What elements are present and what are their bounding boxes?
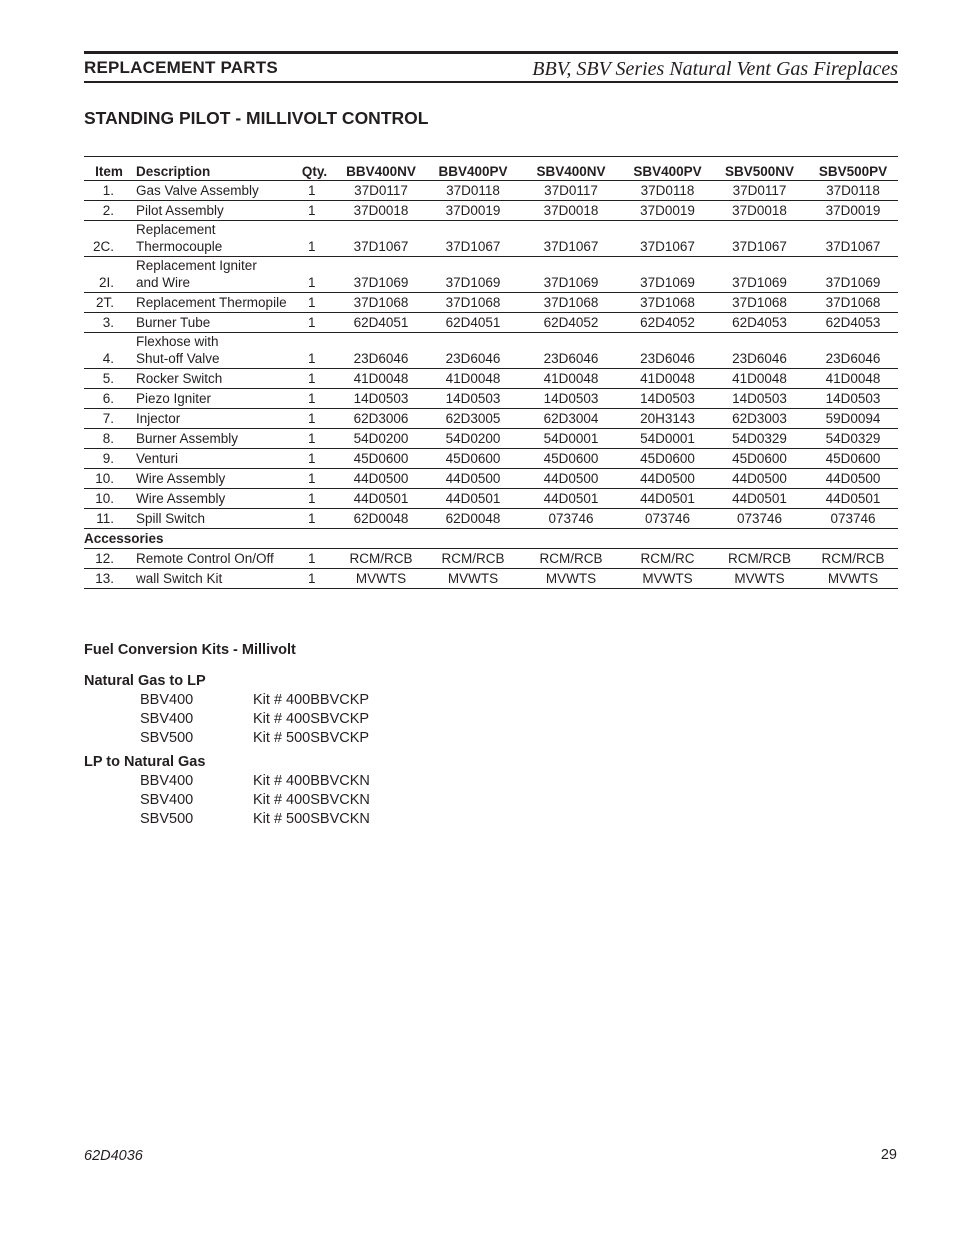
- part-number: 62D3003: [711, 409, 808, 429]
- parts-table-body: [84, 181, 898, 589]
- part-number: 37D0019: [428, 201, 518, 221]
- part-number: 41D0048: [518, 369, 624, 389]
- part-number: MVWTS: [624, 569, 711, 589]
- part-number: 37D0019: [624, 201, 711, 221]
- part-number: 59D0094: [808, 409, 898, 429]
- part-number: 37D1069: [624, 257, 711, 293]
- column-header: Item: [84, 157, 134, 181]
- part-number: 23D6046: [518, 333, 624, 369]
- table-row: [84, 369, 898, 389]
- column-header: Qty.: [295, 157, 334, 181]
- kit-number: Kit # 500SBVCKN: [253, 811, 370, 827]
- column-header: Description: [134, 157, 295, 181]
- part-number: 44D0501: [428, 489, 518, 509]
- description-line: Wire Assembly: [136, 471, 226, 486]
- part-number: 41D0048: [808, 369, 898, 389]
- table-row: [84, 469, 898, 489]
- table-row: [84, 181, 898, 201]
- part-number: 54D0200: [334, 429, 428, 449]
- description-line: Rocker Switch: [136, 371, 223, 386]
- section-label: Accessories: [84, 529, 898, 549]
- part-number: RCM/RCB: [808, 549, 898, 569]
- part-number: 41D0048: [334, 369, 428, 389]
- part-number: 45D0600: [428, 449, 518, 469]
- description-line: Flexhose with: [136, 334, 219, 349]
- item-quantity: 1: [295, 509, 334, 529]
- kit-model: SBV500: [140, 811, 194, 827]
- part-number: 37D0019: [808, 201, 898, 221]
- part-number: 44D0500: [711, 469, 808, 489]
- part-number: 23D6046: [334, 333, 428, 369]
- kit-number: Kit # 400BBVCKN: [253, 773, 370, 789]
- part-number: 073746: [711, 509, 808, 529]
- part-number: 44D0500: [808, 469, 898, 489]
- part-number: 37D1067: [334, 221, 428, 257]
- item-description: [134, 449, 295, 469]
- part-number: 54D0329: [808, 429, 898, 449]
- kit-row: [84, 710, 370, 729]
- part-number: 23D6046: [428, 333, 518, 369]
- item-description: [134, 201, 295, 221]
- part-number: 62D0048: [334, 509, 428, 529]
- part-number: 14D0503: [808, 389, 898, 409]
- kit-model: SBV400: [140, 792, 194, 808]
- item-number: 11.: [84, 509, 134, 529]
- part-number: MVWTS: [428, 569, 518, 589]
- part-number: 37D1067: [518, 221, 624, 257]
- part-number: 37D1069: [808, 257, 898, 293]
- column-header: SBV500PV: [808, 157, 898, 181]
- table-row: [84, 257, 898, 293]
- part-number: 37D0018: [518, 201, 624, 221]
- part-number: 54D0001: [624, 429, 711, 449]
- description-line: Injector: [136, 411, 181, 426]
- kit-row: [84, 772, 370, 791]
- part-number: 37D0117: [518, 181, 624, 201]
- part-number: 37D1069: [711, 257, 808, 293]
- part-number: 37D1069: [334, 257, 428, 293]
- item-description: [134, 181, 295, 201]
- part-number: 62D4052: [624, 313, 711, 333]
- kit-model: SBV500: [140, 730, 194, 746]
- part-number: RCM/RCB: [711, 549, 808, 569]
- part-number: 41D0048: [428, 369, 518, 389]
- item-number: 5.: [84, 369, 134, 389]
- part-number: 14D0503: [334, 389, 428, 409]
- part-number: RCM/RC: [624, 549, 711, 569]
- part-number: 62D3005: [428, 409, 518, 429]
- description-line: Shut-off Valve: [136, 351, 220, 366]
- conversion-group: [84, 754, 370, 829]
- description-line: and Wire: [136, 275, 191, 290]
- part-number: 62D0048: [428, 509, 518, 529]
- description-line: Spill Switch: [136, 511, 206, 526]
- table-row: [84, 489, 898, 509]
- column-header: BBV400NV: [334, 157, 428, 181]
- item-quantity: 1: [295, 429, 334, 449]
- item-quantity: 1: [295, 409, 334, 429]
- part-number: 37D1068: [428, 293, 518, 313]
- kit-row: [84, 810, 370, 829]
- part-number: 54D0200: [428, 429, 518, 449]
- document-number: 62D4036: [84, 1148, 143, 1164]
- item-description: [134, 569, 295, 589]
- part-number: 62D4053: [711, 313, 808, 333]
- part-number: 37D1068: [711, 293, 808, 313]
- description-line: Replacement Thermopile: [136, 295, 287, 310]
- description-line: Burner Tube: [136, 315, 211, 330]
- part-number: 62D3006: [334, 409, 428, 429]
- part-number: 44D0501: [334, 489, 428, 509]
- table-row: [84, 509, 898, 529]
- item-description: [134, 313, 295, 333]
- part-number: 37D1068: [334, 293, 428, 313]
- part-number: 073746: [808, 509, 898, 529]
- fuel-conversion-groups: [84, 673, 370, 829]
- column-header: BBV400PV: [428, 157, 518, 181]
- part-number: 37D1067: [711, 221, 808, 257]
- item-description: [134, 469, 295, 489]
- kit-model: SBV400: [140, 711, 194, 727]
- part-number: 41D0048: [711, 369, 808, 389]
- item-quantity: 1: [295, 569, 334, 589]
- item-number: 2.: [84, 201, 134, 221]
- part-number: 37D0118: [624, 181, 711, 201]
- part-number: 14D0503: [518, 389, 624, 409]
- kit-model: BBV400: [140, 773, 194, 789]
- description-line: Gas Valve Assembly: [136, 183, 259, 198]
- item-number: 4.: [84, 333, 134, 369]
- part-number: 44D0501: [518, 489, 624, 509]
- kit-row: [84, 729, 370, 748]
- page-number: 29: [880, 1147, 897, 1163]
- item-number: 1.: [84, 181, 134, 201]
- part-number: 44D0500: [518, 469, 624, 489]
- table-row: [84, 549, 898, 569]
- item-quantity: 1: [295, 389, 334, 409]
- table-row: [84, 333, 898, 369]
- part-number: 44D0501: [711, 489, 808, 509]
- part-number: 45D0600: [624, 449, 711, 469]
- table-row: [84, 389, 898, 409]
- part-number: 54D0329: [711, 429, 808, 449]
- table-section-row: [84, 529, 898, 549]
- part-number: 20H3143: [624, 409, 711, 429]
- part-number: 37D0117: [334, 181, 428, 201]
- part-number: 45D0600: [808, 449, 898, 469]
- item-description: [134, 429, 295, 449]
- part-number: 41D0048: [624, 369, 711, 389]
- parts-table-header: [84, 157, 898, 181]
- item-quantity: 1: [295, 469, 334, 489]
- part-number: 45D0600: [518, 449, 624, 469]
- item-quantity: 1: [295, 221, 334, 257]
- conversion-group-title: Natural Gas to LP: [84, 673, 206, 689]
- part-number: 14D0503: [711, 389, 808, 409]
- description-line: Wire Assembly: [136, 491, 226, 506]
- table-row: [84, 293, 898, 313]
- header-product-title: BBV, SBV Series Natural Vent Gas Fireplaces: [532, 58, 898, 80]
- item-number: 2C.: [84, 221, 134, 257]
- part-number: MVWTS: [711, 569, 808, 589]
- table-row: [84, 569, 898, 589]
- table-row: [84, 449, 898, 469]
- item-description: [134, 293, 295, 313]
- item-description: [134, 409, 295, 429]
- item-quantity: 1: [295, 257, 334, 293]
- item-number: 2T.: [84, 293, 134, 313]
- part-number: 37D1068: [624, 293, 711, 313]
- section-title: STANDING PILOT - MILLIVOLT CONTROL: [84, 108, 429, 128]
- part-number: 45D0600: [711, 449, 808, 469]
- part-number: 073746: [518, 509, 624, 529]
- part-number: 37D0118: [428, 181, 518, 201]
- part-number: 23D6046: [711, 333, 808, 369]
- kit-row: [84, 691, 370, 710]
- part-number: 073746: [624, 509, 711, 529]
- item-number: 13.: [84, 569, 134, 589]
- part-number: 45D0600: [334, 449, 428, 469]
- item-quantity: 1: [295, 293, 334, 313]
- description-line: Thermocouple: [136, 239, 223, 254]
- header-section-title: REPLACEMENT PARTS: [84, 58, 278, 77]
- column-header: SBV400PV: [624, 157, 711, 181]
- item-number: 2I.: [84, 257, 134, 293]
- item-number: 8.: [84, 429, 134, 449]
- part-number: 37D1068: [808, 293, 898, 313]
- part-number: 37D0018: [711, 201, 808, 221]
- item-number: 7.: [84, 409, 134, 429]
- item-number: 10.: [84, 489, 134, 509]
- item-description: [134, 549, 295, 569]
- fuel-conversion-title: Fuel Conversion Kits - Millivolt: [84, 642, 296, 658]
- item-description: [134, 389, 295, 409]
- item-number: 3.: [84, 313, 134, 333]
- item-quantity: 1: [295, 181, 334, 201]
- part-number: 44D0501: [808, 489, 898, 509]
- item-number: 6.: [84, 389, 134, 409]
- item-description: [134, 221, 295, 257]
- table-row: [84, 201, 898, 221]
- column-header: SBV500NV: [711, 157, 808, 181]
- part-number: 14D0503: [428, 389, 518, 409]
- part-number: 44D0501: [624, 489, 711, 509]
- kit-number: Kit # 400BBVCKP: [253, 692, 370, 708]
- part-number: MVWTS: [808, 569, 898, 589]
- kit-row: [84, 791, 370, 810]
- description-line: Venturi: [136, 451, 179, 466]
- description-line: Remote Control On/Off: [136, 551, 274, 566]
- item-description: [134, 333, 295, 369]
- conversion-group-title: LP to Natural Gas: [84, 754, 206, 770]
- part-number: RCM/RCB: [428, 549, 518, 569]
- table-row: [84, 429, 898, 449]
- part-number: 37D0018: [334, 201, 428, 221]
- part-number: 37D1068: [518, 293, 624, 313]
- item-quantity: 1: [295, 201, 334, 221]
- part-number: 37D1069: [518, 257, 624, 293]
- part-number: 23D6046: [624, 333, 711, 369]
- part-number: 14D0503: [624, 389, 711, 409]
- part-number: 37D0117: [711, 181, 808, 201]
- part-number: 44D0500: [624, 469, 711, 489]
- part-number: 62D3004: [518, 409, 624, 429]
- part-number: 23D6046: [808, 333, 898, 369]
- kit-number: Kit # 500SBVCKP: [253, 730, 370, 746]
- item-quantity: 1: [295, 313, 334, 333]
- item-quantity: 1: [295, 489, 334, 509]
- part-number: 62D4051: [334, 313, 428, 333]
- part-number: MVWTS: [518, 569, 624, 589]
- part-number: 62D4051: [428, 313, 518, 333]
- item-description: [134, 489, 295, 509]
- item-number: 10.: [84, 469, 134, 489]
- part-number: 37D1069: [428, 257, 518, 293]
- kit-number: Kit # 400SBVCKN: [253, 792, 370, 808]
- part-number: 54D0001: [518, 429, 624, 449]
- description-line: Pilot Assembly: [136, 203, 224, 218]
- description-line: Piezo Igniter: [136, 391, 212, 406]
- item-quantity: 1: [295, 549, 334, 569]
- item-description: [134, 257, 295, 293]
- part-number: 44D0500: [428, 469, 518, 489]
- table-row: [84, 313, 898, 333]
- table-row: [84, 221, 898, 257]
- column-header: SBV400NV: [518, 157, 624, 181]
- conversion-group: [84, 673, 370, 748]
- item-quantity: 1: [295, 449, 334, 469]
- table-row: [84, 409, 898, 429]
- parts-table: [84, 156, 898, 589]
- part-number: RCM/RCB: [334, 549, 428, 569]
- part-number: RCM/RCB: [518, 549, 624, 569]
- part-number: 37D1067: [428, 221, 518, 257]
- item-quantity: 1: [295, 333, 334, 369]
- part-number: 44D0500: [334, 469, 428, 489]
- description-line: wall Switch Kit: [136, 571, 223, 586]
- kit-number: Kit # 400SBVCKP: [253, 711, 370, 727]
- kit-model: BBV400: [140, 692, 194, 708]
- part-number: MVWTS: [334, 569, 428, 589]
- item-description: [134, 509, 295, 529]
- part-number: 37D1067: [808, 221, 898, 257]
- part-number: 62D4052: [518, 313, 624, 333]
- item-description: [134, 369, 295, 389]
- description-line: Replacement Igniter: [136, 258, 257, 273]
- item-quantity: 1: [295, 369, 334, 389]
- item-number: 9.: [84, 449, 134, 469]
- page-header: [84, 51, 898, 83]
- description-line: Burner Assembly: [136, 431, 239, 446]
- part-number: 37D0118: [808, 181, 898, 201]
- fuel-conversion-section: [84, 642, 370, 829]
- item-number: 12.: [84, 549, 134, 569]
- description-line: Replacement: [136, 222, 216, 237]
- part-number: 37D1067: [624, 221, 711, 257]
- part-number: 62D4053: [808, 313, 898, 333]
